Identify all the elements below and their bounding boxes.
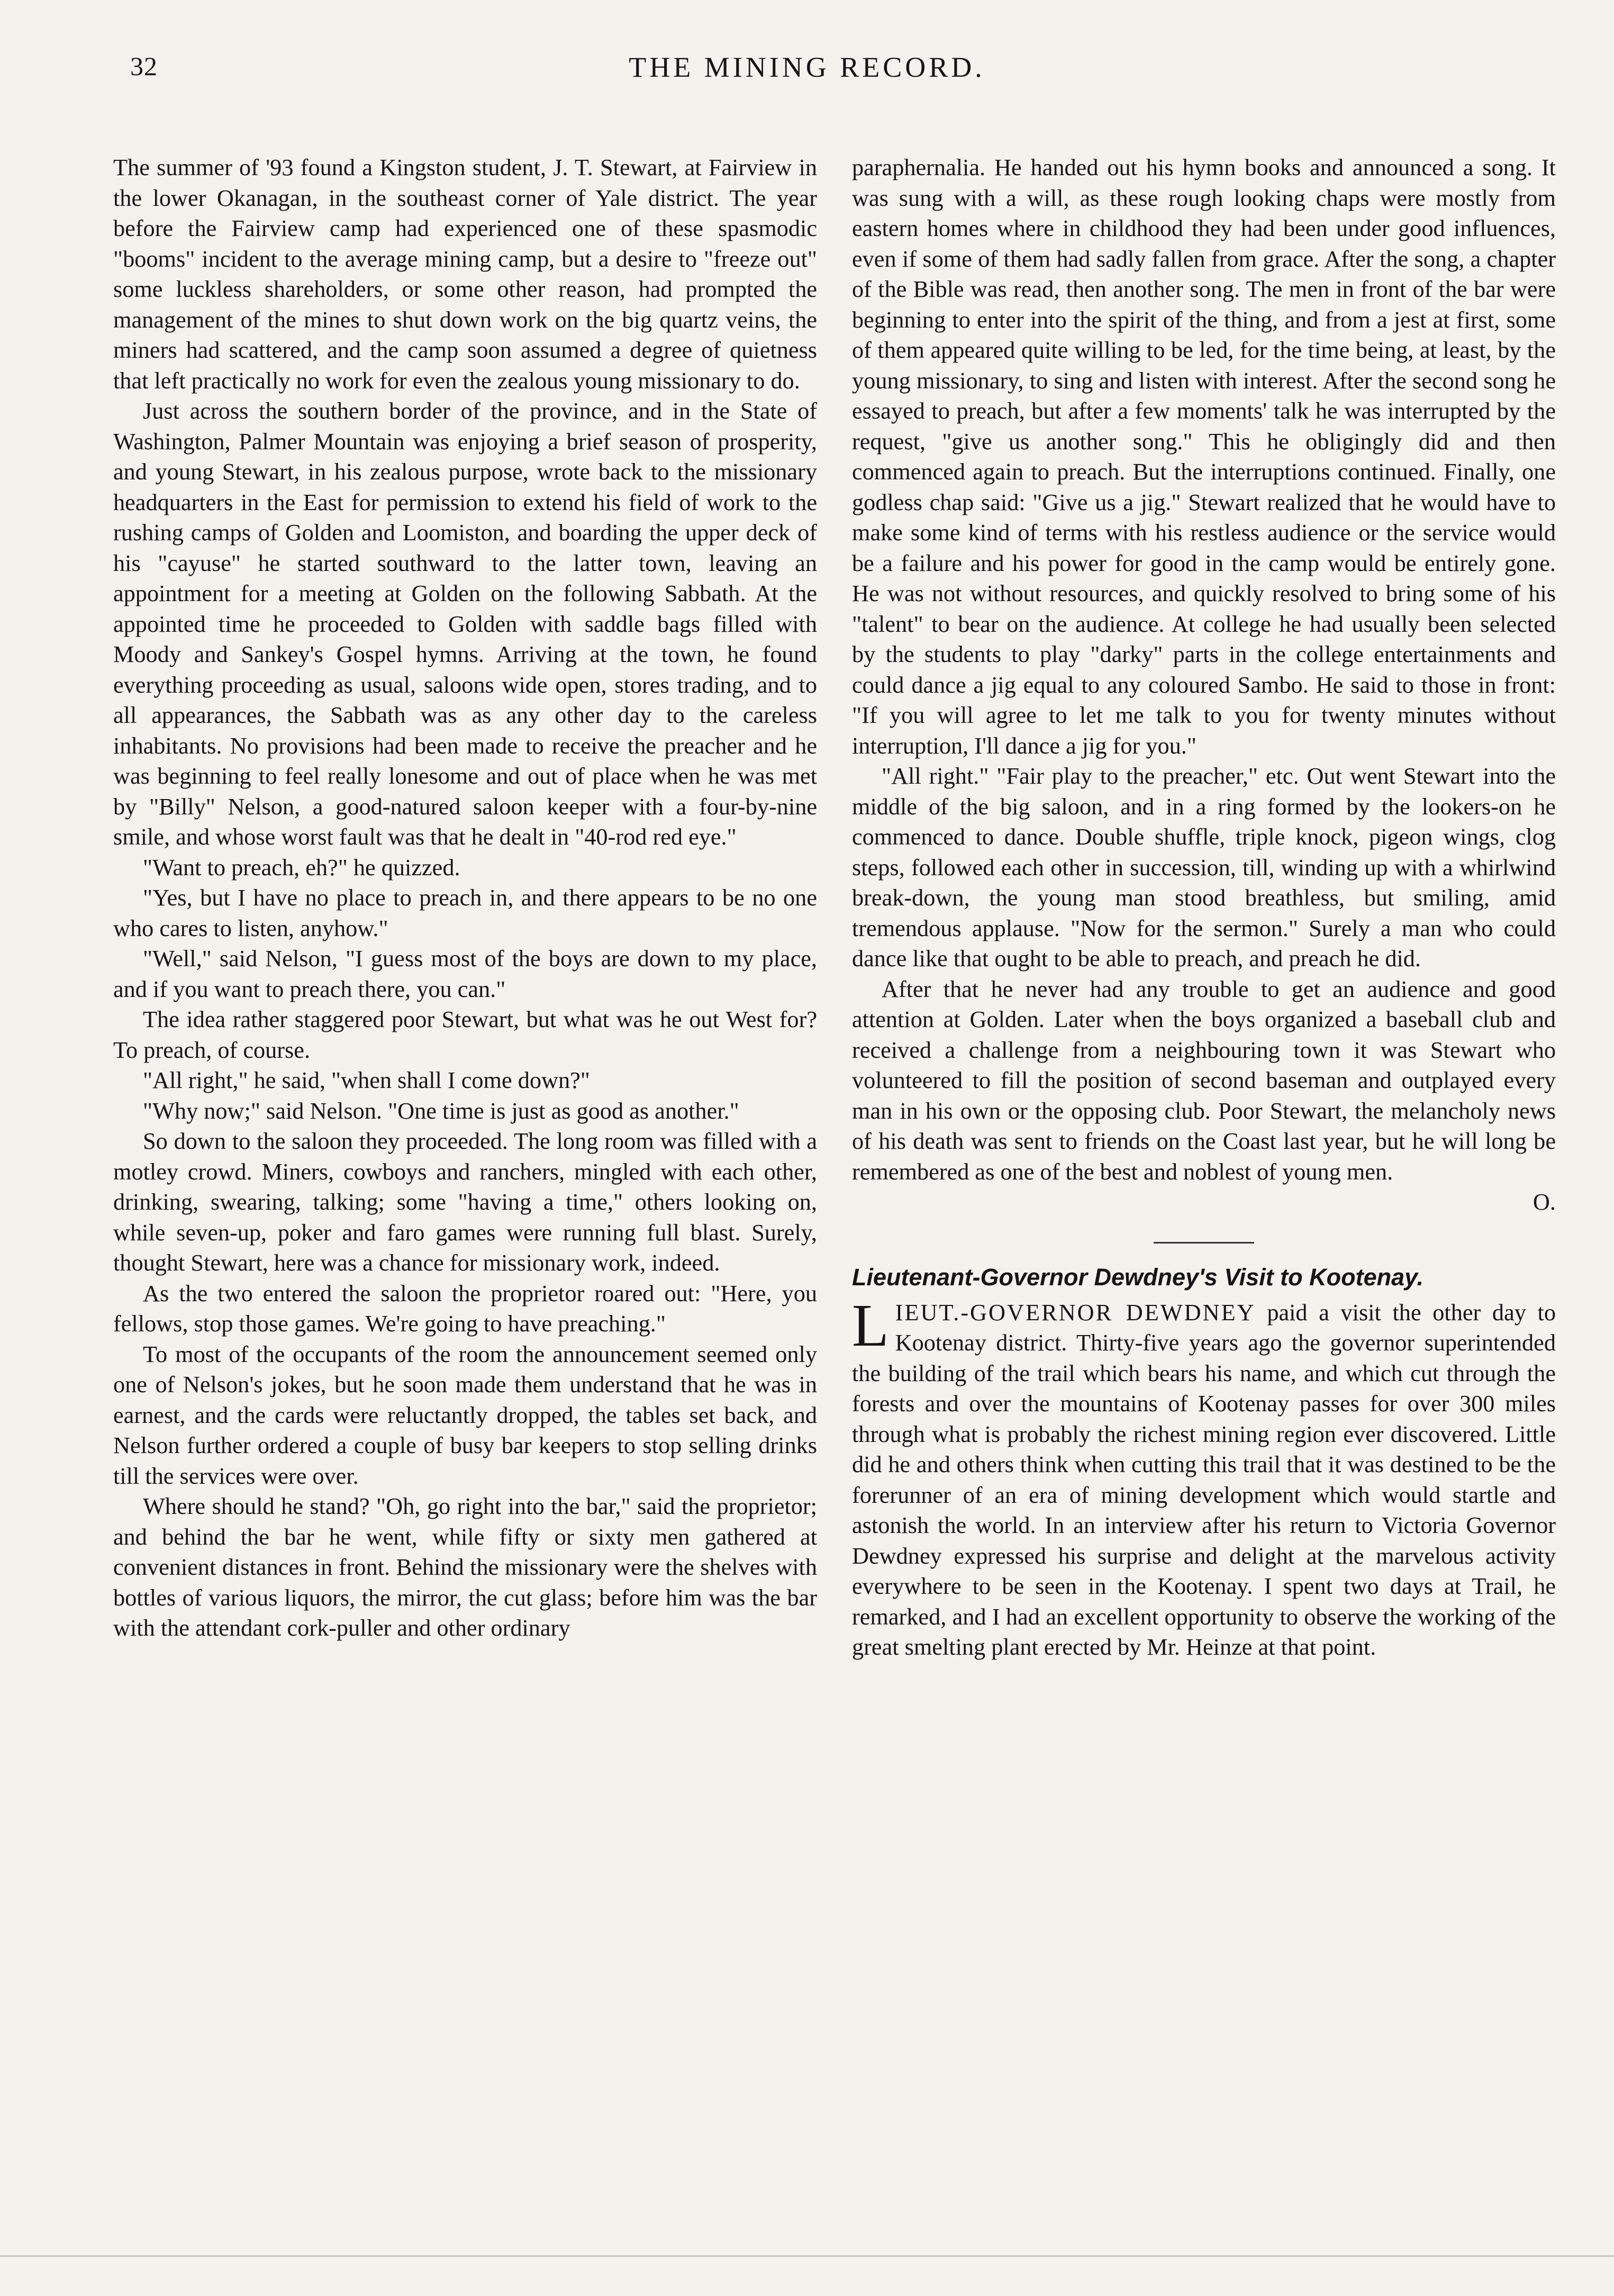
paragraph: The summer of '93 found a Kingston student, J. T. Stewart, at Fairview in the lower Okanagan, in the southeast corner of Yale district. The year before the Fairview camp had experienced one of these spasmodic "booms" incident to the average mining camp, but a desire to "freeze out" some luckless shareholders, or some other reason, had prompted the management of the mines to shut down work on the big quartz veins, the miners had scattered, and the camp soon assumed a degree of quietness that left practically no work for even the zealous young missionary to do. (113, 155, 817, 394)
running-head: THE MINING RECORD. (629, 51, 985, 83)
paragraph: "Yes, but I have no place to preach in, and there appears to be no one who cares to listen, anyhow." (113, 885, 817, 941)
page-header (0, 51, 1614, 93)
paragraph: Where should he stand? "Oh, go right into the bar," said the proprietor; and behind the bar he went, while fifty or sixty men gathered at convenient distances in front. Behind the missionary were the shelves with bottles of various liquors, the mirror, the cut glass; before him was the bar with the attendant cork-puller and other ordinary (113, 1493, 817, 1641)
page-number: 32 (130, 51, 158, 81)
paragraph: paraphernalia. He handed out his hymn books and announced a song. It was sung with a will, as these rough looking chaps were mostly from eastern homes where in childhood they had been under good influences, even if some of them had sadly fallen from grace. After the song, a chapter of the Bible was read, then another song. The men in front of the bar were beginning to enter into the spirit of the thing, and from a jest at first, some of them appeared quite willing to be led, for the time being, at least, by the young missionary, to sing and listen with interest. After the second song he essayed to preach, but after a few moments' talk he was interrupted by the request, "give us another song." This he obligingly did and then commenced again to preach. But the interruptions continued. Finally, one godless chap said: "Give us a jig." Stewart realized that he would have to make some kind of terms with his restless audience or the service would be a failure and his power for good in the camp would be entirely gone. He was not without resources, and quickly resolved to bring some of his "talent" to bear on the audience. At college he had usually been selected by the students to play "darky" parts in the college entertainments and could dance a jig equal to any coloured Sambo. He said to those in front: "If you will agree to let me talk to you for twenty minutes without interruption, I'll dance a jig for you." (852, 155, 1556, 759)
drop-cap: L (852, 1291, 889, 1359)
paragraph: To most of the occupants of the room the announcement seemed only one of Nelson's jokes, but he soon made them understand that he was in earnest, and the cards were reluctantly dropped, the tables set back, and Nelson further ordered a couple of busy bar keepers to stop selling drinks till the services were over. (113, 1341, 817, 1489)
paragraph: As the two entered the saloon the proprietor roared out: "Here, you fellows, stop those games. We're going to have preaching." (113, 1280, 817, 1337)
paragraph: Just across the southern border of the province, and in the State of Washington, Palmer Mountain was enjoying a brief season of prosperity, and young Stewart, in his zealous purpose, wrote back to the missionary headquarters in the East for permission to extend his field of work to the rushing camps of Golden and Loomiston, and boarding the upper deck of his "cayuse" he started southward to the latter town, leaving an appointment for a meeting at Golden on the following Sabbath. At the appointed time he proceeded to Golden with saddle bags filled with Moody and Sankey's Gospel hymns. Arriving at the town, he found everything proceeding as usual, saloons wide open, stores trading, and to all appearances, the Sabbath was as any other day to the careless inhabitants. No provisions had been made to receive the preacher and he was beginning to feel really lonesome and out of place when he was met by "Billy" Nelson, a good-natured saloon keeper with a four-by-nine smile, and whose worst fault was that he dealt in "40-rod red eye." (113, 398, 817, 850)
paragraph: "All right." "Fair play to the preacher," etc. Out went Stewart into the middle of the big saloon, and in a ring formed by the lookers-on he commenced to dance. Double shuffle, triple knock, pigeon wings, clog steps, followed each other in succession, till, winding up with a whirlwind break-down, the young man stood breathless, but smiling, amid tremendous applause. "Now for the sermon." Surely a man who could dance like that ought to be able to preach, and preach he did. (852, 763, 1556, 972)
paragraph: So down to the saloon they proceeded. The long room was filled with a motley crowd. Miners, cowboys and ranchers, mingled with each other, drinking, swearing, talking; some "having a time," others looking on, while seven-up, poker and faro games were running full blast. Surely, thought Stewart, here was a chance for missionary work, indeed. (113, 1128, 817, 1276)
lead-caps: IEUT.-GOVERNOR DEWDNEY (895, 1299, 1256, 1326)
article-lead-paragraph (852, 1291, 1556, 1663)
page-bottom-edge (0, 2255, 1614, 2257)
paragraph: "Want to preach, eh?" he quizzed. (143, 854, 460, 881)
article-title: Lieutenant-Governor Dewdney's Visit to Kootenay. (852, 1263, 1424, 1291)
left-column (113, 152, 817, 1644)
paragraph: "Well," said Nelson, "I guess most of the boys are down to my place, and if you want to preach there, you can." (113, 946, 817, 1002)
section-divider (1154, 1242, 1254, 1244)
lead-text: paid a visit the other day to Kootenay district. Thirty-five years ago the governor superintended the building of the trail which bears his name, and which cut through the forests and over the mountains of Kootenay passes for over 300 miles through what is probably the richest mining region ever discovered. Little did he and others think when cutting this trail that it was destined to be the forerunner of an era of mining development which would startle and astonish the world. In an interview after his return to Victoria Governor Dewdney expressed his surprise and delight at the marvelous activity everywhere to be seen in the Kootenay. I spent two days at Trail, he remarked, and I had an excellent opportunity to observe the working of the great smelting plant erected by Mr. Heinze at that point. (852, 1299, 1556, 1660)
paragraph: "All right," he said, "when shall I come down?" (143, 1067, 590, 1093)
author-signoff: O. (1533, 1189, 1556, 1215)
paragraph: "Why now;" said Nelson. "One time is just as good as another." (143, 1097, 739, 1124)
paragraph: After that he never had any trouble to get an audience and good attention at Golden. Later when the boys organized a baseball club and received a challenge from a neighbouring town it was Stewart who volunteered to fill the position of second baseman and outplayed every man in his own or the opposing club. Poor Stewart, the melancholy news of his death was sent to friends on the Coast last year, but he will long be remembered as one of the best and noblest of young men. (852, 976, 1556, 1185)
right-column (852, 152, 1556, 1663)
paragraph: The idea rather staggered poor Stewart, but what was he out West for? To preach, of course. (113, 1006, 817, 1063)
